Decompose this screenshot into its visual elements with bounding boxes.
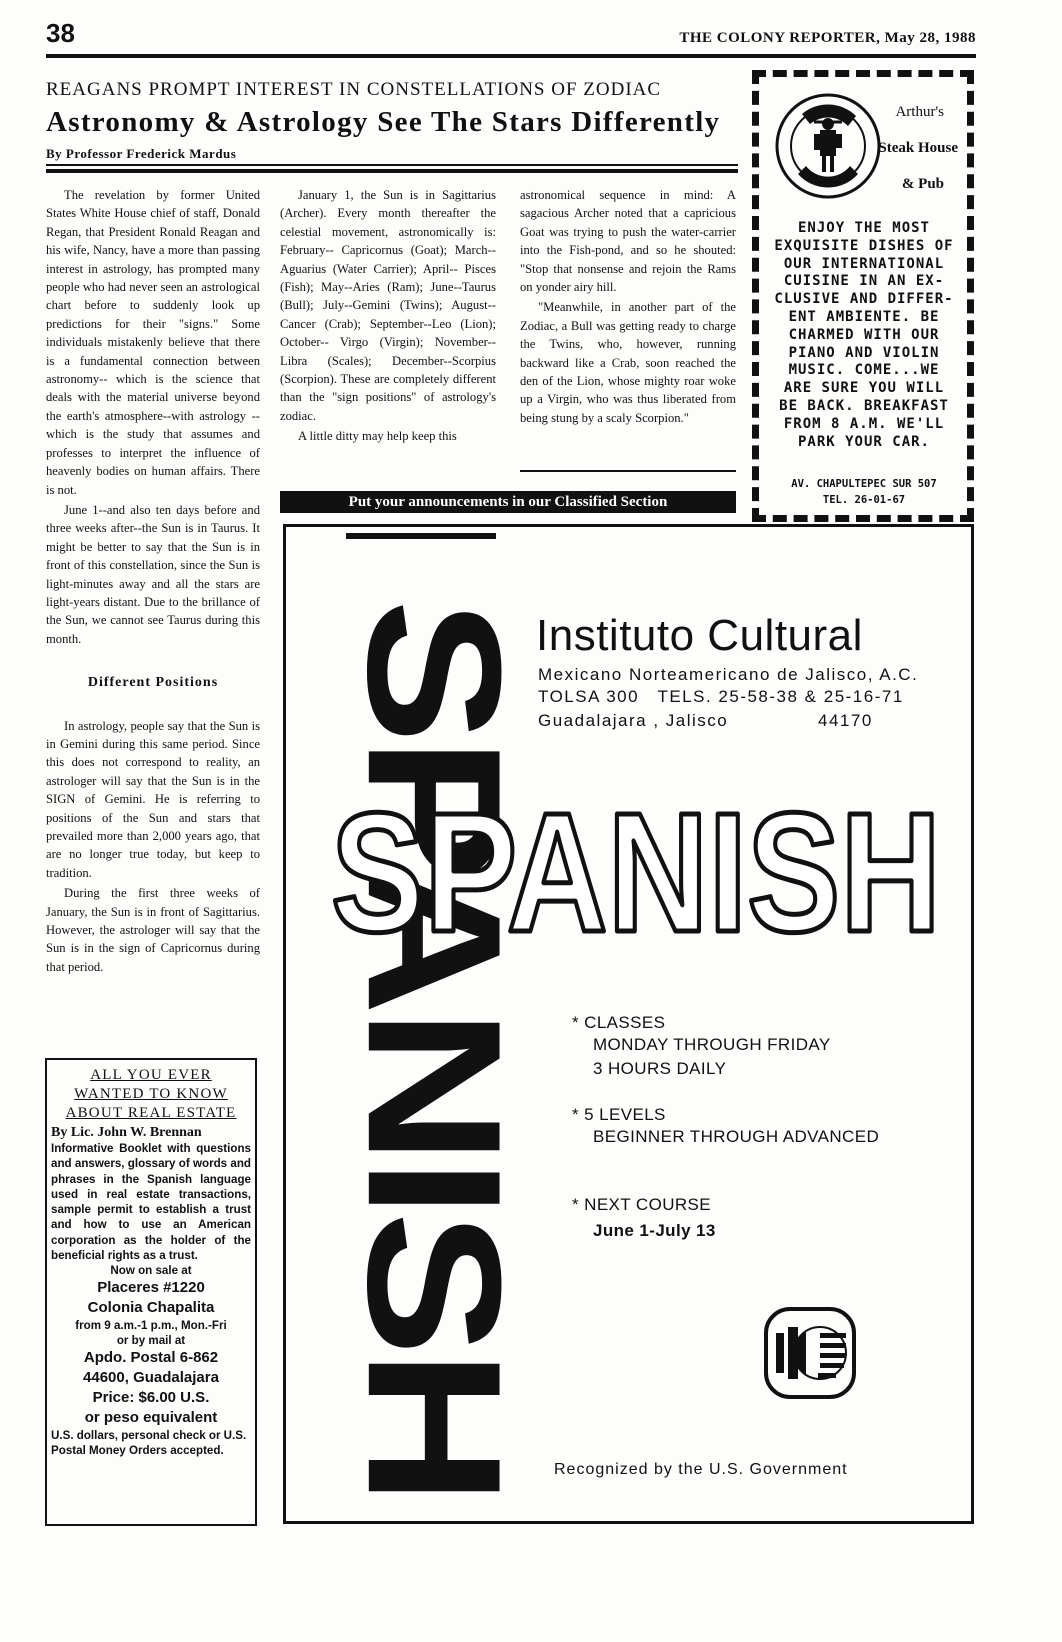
mail-label: or by mail at xyxy=(116,1334,186,1348)
postal-box: Apdo. Postal 6-862 xyxy=(83,1349,219,1367)
instituto-city: Guadalajara , Jalisco xyxy=(538,711,729,730)
divider xyxy=(346,533,496,539)
spanish-outline-word xyxy=(326,778,946,968)
restaurant-name: Arthur's xyxy=(895,104,944,120)
article-column-1 xyxy=(46,186,260,976)
spanish-word: SPANISH xyxy=(331,778,941,968)
arthurs-pub-logo xyxy=(774,92,882,200)
paragraph: In astrology, people say that the Sun is in Gemini during this same period. Since this does not correspond to reality, an astrologer will say that the Sun is in the SIGN of Gemini. He is referring to positions of the Sun and stars that prevailed more than 2,000 years ago, that are no longer true today, but keep to tradition. xyxy=(46,718,260,880)
ad-line: BE BACK. BREAKFAST xyxy=(779,397,949,414)
peso-equivalent: or peso equivalent xyxy=(84,1409,218,1427)
restaurant-name: & Pub xyxy=(901,176,944,192)
vertical-spanish-graphic xyxy=(327,589,540,1509)
instituto-address: TOLSA 300 TELS. 25-58-38 & 25-16-71 xyxy=(538,687,904,706)
real-estate-ad-description: Informative Booklet with questions and answers, glossary of words and phrases in the Spanish language used in real estate transactions, sample permit to establish a trust and how to use an American corporation as the holder of the beneficial rights as a trust. xyxy=(51,1142,251,1263)
classified-banner: Put your announcements in our Classified Section xyxy=(280,491,736,513)
feature-levels: * 5 LEVELS xyxy=(572,1105,666,1124)
paragraph: January 1, the Sun is in Sagittarius (Archer). Every month thereafter the celestial movement, astronomically is: February-- Capricornus (Goat); March-- Aguarius (Water Carrier); April-- Pisces (Fish); May--Aries (Ram); June--Taurus (Bull); July--Gemini (Twins); August--Cancer (Crab); September--Leo (Lion); October-- Virgo (Virgin); November--Libra (Scales); December--Scorpius (Scorpion). These are completely different than the "sign positions" of astrology's zodiac. xyxy=(280,188,496,423)
real-estate-ad-title xyxy=(51,1066,251,1123)
hours: from 9 a.m.-1 p.m., Mon.-Fri xyxy=(75,1319,227,1333)
article-subhead: Different Positions xyxy=(87,675,219,691)
restaurant-phone: TEL. 26-01-67 xyxy=(822,494,906,506)
address-line: Placeres #1220 xyxy=(97,1279,205,1297)
ad-line: MUSIC. COME...WE xyxy=(788,362,940,379)
article-column-3 xyxy=(520,186,736,427)
paragraph: During the first three weeks of January, the Sun is in front of Sagittarius. However, the astrologer will say that the Sun is in the sign of Capricornus during that period. xyxy=(46,886,260,974)
running-head: THE COLONY REPORTER, May 28, 1988 xyxy=(679,30,976,46)
ad-line: PIANO AND VIOLIN xyxy=(788,344,940,361)
divider xyxy=(46,169,738,173)
feature-next-course: * NEXT COURSE xyxy=(572,1195,712,1214)
instituto-zip: 44170 xyxy=(818,711,873,730)
arthurs-steak-house-ad xyxy=(752,70,974,522)
recognition-note: Recognized by the U.S. Government xyxy=(554,1461,848,1478)
city: 44600, Guadalajara xyxy=(83,1369,219,1387)
paragraph: June 1--and also ten days before and three weeks after--the Sun is in Taurus. It might be better to say that the Sun is in front of this constellation, since the Sun is light-minutes away and all the stars are light-years distant. Due to the brillance of the Sun, we cannot see Taurus during this month. xyxy=(46,502,260,646)
paragraph: "Meanwhile, in another part of the Zodiac, a Bull was getting ready to charge the Twins, who, however, running backward like a Crab, soon reached the den of the Lion, whose mighty roar woke up a Virgin, who was thus liberated from being stung by a scaly Scorpion." xyxy=(520,300,736,425)
ad-line: ENJOY THE MOST xyxy=(797,220,930,236)
divider xyxy=(520,470,736,472)
divider xyxy=(46,164,738,166)
arthurs-ad-body xyxy=(766,220,962,451)
paragraph: A little ditty may help keep this xyxy=(298,429,457,444)
feature-detail: 3 HOURS DAILY xyxy=(593,1059,727,1078)
real-estate-ad-author: By Lic. John W. Brennan xyxy=(51,1125,202,1140)
payment-terms: U.S. dollars, personal check or U.S. Postal Money Orders accepted. xyxy=(51,1429,247,1458)
article-column-2 xyxy=(280,186,496,446)
instituto-cultural-ad xyxy=(283,524,974,1524)
paragraph: The revelation by former United States White House chief of staff, Donald Regan, that President Ronald Reagan and his wife, Nancy, have a more than passing interest in astrology, has prompted many people who had never seen an astrological chart before to suddenly look up predictions for their "signs." Some individuals mistakenly believe that there is a fundamental connection between astronomy-- which is the science that deals with the material universe beyond the earth's atmosphere--with astrology --which is the study that assumes and professes to interpret the influence of heavenly bodies on human affairs. There is not. xyxy=(46,188,260,497)
title-line: ALL YOU EVER xyxy=(90,1067,212,1083)
restaurant-name: Steak House xyxy=(878,140,958,156)
ad-line: EXQUISITE DISHES OF xyxy=(774,237,954,254)
instituto-title: Instituto Cultural xyxy=(536,611,863,660)
course-dates: June 1-July 13 xyxy=(593,1221,716,1240)
title-line: WANTED TO KNOW xyxy=(74,1086,228,1102)
paragraph: astronomical sequence in mind: A sagacious Archer noted that a capricious Goat was trying to push the water-carrier into the Fish-pond, and so he shouted: "Stop that nonsense and rejoin the Rams on yonder airy hill. xyxy=(520,188,736,295)
ad-line: CLUSIVE AND DIFFER- xyxy=(774,291,954,308)
ad-line: FROM 8 A.M. WE'LL xyxy=(783,415,945,432)
article-byline: By Professor Frederick Mardus xyxy=(46,146,237,161)
vertical-spanish-word: SPANISH xyxy=(327,599,540,1388)
instituto-full-name: Mexicano Norteamericano de Jalisco, A.C. xyxy=(538,665,919,684)
ad-line: ENT AMBIENTE. BE xyxy=(788,308,940,325)
ad-line: ARE SURE YOU WILL xyxy=(783,380,945,397)
svg-text:★: ★ xyxy=(812,1337,821,1348)
article-headline: Astronomy & Astrology See The Stars Differently xyxy=(46,106,721,138)
svg-text:★: ★ xyxy=(812,1353,821,1364)
top-rule xyxy=(46,54,976,58)
address-line: Colonia Chapalita xyxy=(87,1299,215,1317)
feature-detail: BEGINNER THROUGH ADVANCED xyxy=(593,1127,880,1146)
ad-line: CUISINE IN AN EX- xyxy=(783,273,945,290)
real-estate-ad xyxy=(45,1058,257,1526)
sale-label: Now on sale at xyxy=(110,1264,192,1278)
title-line: ABOUT REAL ESTATE xyxy=(65,1105,237,1121)
page-number: 38 xyxy=(46,18,75,48)
restaurant-address: AV. CHAPULTEPEC SUR 507 xyxy=(791,478,937,490)
us-flag-logo-icon xyxy=(762,1305,858,1401)
ad-line: CHARMED WITH OUR xyxy=(788,326,940,343)
ad-line: PARK YOUR CAR. xyxy=(797,433,930,450)
price: Price: $6.00 U.S. xyxy=(92,1389,210,1407)
feature-detail: MONDAY THROUGH FRIDAY xyxy=(593,1035,831,1054)
feature-classes: * CLASSES xyxy=(572,1013,666,1032)
article-kicker: REAGANS PROMPT INTEREST IN CONSTELLATIONS OF ZODIAC xyxy=(46,79,662,100)
ad-line: OUR INTERNATIONAL xyxy=(783,255,945,272)
